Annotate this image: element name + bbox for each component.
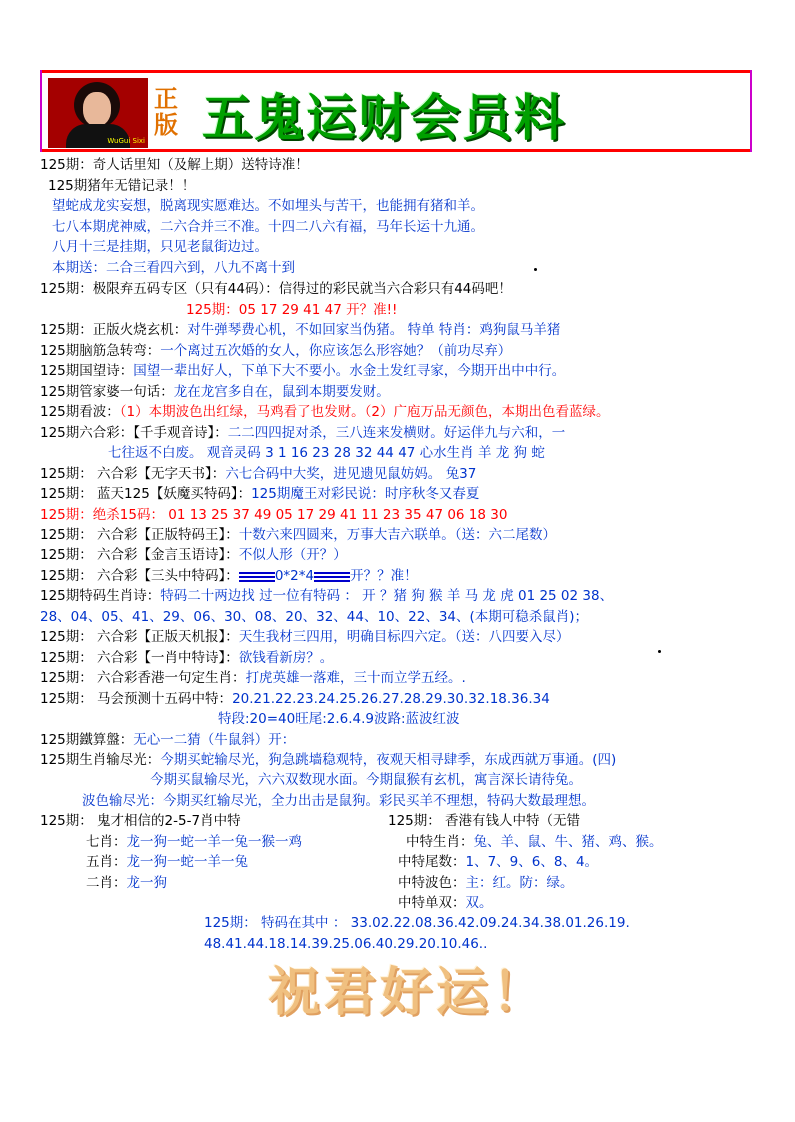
header-banner (40, 70, 752, 152)
line-06: 本期送：二合三看四六到，八九不离十到 (52, 260, 295, 276)
line-16 (40, 465, 476, 484)
line-27-label: 125期： 马会预测十五码中特： (40, 691, 233, 707)
main-title: 五鬼运财会员料 (202, 89, 566, 147)
line-34-label: 七肖： (86, 834, 127, 850)
line-14-label: 125期六合彩：【千手观音诗】： (40, 425, 228, 441)
line-29 (40, 731, 295, 750)
line-29-text: 无心一二猜（牛鼠斜）开： (133, 732, 296, 748)
line-09-text: 对牛弹琴费心机，不如回家当伪猪。 特单 特肖：鸡狗鼠马羊猪 (187, 322, 561, 338)
line-08: 125期：05 17 29 41 47 开？准!! (186, 302, 398, 318)
line-15: 七往返不白废。 观音灵码 3 1 16 23 28 32 44 47 心水生肖 羊 龙 狗 蛇 (108, 445, 545, 461)
line-09-label: 125期：正版火烧玄机： (40, 322, 188, 338)
line-28: 特段:20=40旺尾:2.6.4.9波路:蓝波红波 (218, 711, 460, 727)
line-11-label: 125期国望诗： (40, 363, 134, 379)
line-19-label: 125期： 六合彩【正版特码王】： (40, 527, 239, 543)
line-26 (40, 669, 466, 688)
line-32 (82, 792, 595, 811)
line-25 (40, 649, 333, 668)
line-20-label: 125期： 六合彩【金言玉语诗】： (40, 547, 239, 563)
line-14 (40, 424, 565, 443)
line-12-label: 125期管家婆一句话： (40, 384, 174, 400)
line-13 (40, 403, 609, 422)
line-12-text: 龙在龙宫多自在，鼠到本期要发财。 (173, 384, 390, 400)
line-37-right (398, 894, 493, 913)
line-26-label: 125期： 六合彩香港一句定生肖： (40, 670, 246, 686)
line-01: 125期：奇人话里知（及解上期）送特诗准！ (40, 157, 309, 173)
stray-dot-2 (658, 650, 661, 653)
line-35r-label: 中特尾数： (398, 854, 466, 870)
line-24 (40, 628, 570, 647)
line-21-code: 0*2*4 (274, 568, 315, 584)
line-05: 八月十三是挂期，只见老鼠街边过。 (52, 239, 268, 255)
line-24-text: 天生我材三四用，明确目标四六定。（送：八四要入尽） (238, 629, 570, 645)
line-27 (40, 690, 550, 709)
good-luck-wish: 祝君好运！ (268, 962, 549, 1023)
line-34-right (406, 833, 663, 852)
line-38: 125期： 特码在其中 ： 33.02.22.08.36.42.09.24.34.38.01.26.19. (204, 915, 630, 931)
line-10-label: 125期脑筋急转弯： (40, 343, 161, 359)
header-top-border (42, 70, 750, 73)
line-34-text: 龙一狗一蛇一羊一兔一猴一鸡 (126, 834, 302, 850)
line-18: 125期：绝杀15码： 01 13 25 37 49 05 17 29 41 11 23 35 47 06 18 30 (40, 507, 508, 523)
line-21 (40, 567, 418, 586)
line-29-label: 125期鐵算盤： (40, 732, 134, 748)
block-bars-left (239, 570, 275, 582)
line-20 (40, 546, 347, 565)
line-11 (40, 362, 565, 381)
line-33-left: 125期： 鬼才相信的2-5-7肖中特 (40, 813, 241, 829)
line-34r-label: 中特生肖： (406, 834, 474, 850)
line-23: 28、04、05、41、29、06、30、08、20、32、44、10、22、34、(本期可稳杀鼠肖)； (40, 609, 589, 625)
line-21-text: 开？？准！ (350, 568, 418, 584)
portrait-face (83, 92, 111, 126)
line-25-text: 欲钱看新房？。 (238, 650, 334, 666)
line-32-text: 今期买红输尽光，全力出击是鼠狗。彩民买羊不理想，特码大数最理想。 (163, 793, 595, 809)
portrait-tag: WuGui Sixi (107, 137, 145, 145)
line-30-text: 今期买蛇输尽光，狗急跳墙稳观特，夜观天相寻肆季，东成西就万事通。(四) (160, 752, 617, 768)
line-35-right (398, 853, 598, 872)
line-36-left (86, 874, 167, 893)
line-03: 望蛇成龙实妄想，脱离现实愿难达。不如埋头与苦干，也能拥有猪和羊。 (52, 198, 484, 214)
line-10 (40, 342, 511, 361)
line-30-label: 125期生肖输尽光： (40, 752, 161, 768)
portrait-image (48, 78, 148, 148)
line-36-label: 二肖： (86, 875, 127, 891)
line-10-text: 一个离过五次婚的女人，你应该怎么形容她？（前功尽弃） (160, 343, 512, 359)
line-34-left (86, 833, 302, 852)
line-34r-text: 兔、羊、鼠、牛、猪、鸡、猴。 (473, 834, 663, 850)
line-35-label: 五肖： (86, 854, 127, 870)
line-22-text: 特码二十两边找 过一位有特码 ： 开 ？猪 狗 猴 羊 马 龙 虎 01 25 02 38、 (160, 588, 614, 604)
line-17-text: 125期魔王对彩民说：时序秋冬又春夏 (251, 486, 480, 502)
line-35r-text: 1、7、9、6、8、4。 (465, 854, 599, 870)
line-36r-text: 主：红。防：绿。 (465, 875, 574, 891)
line-31: 今期买鼠输尽光，六六双数现水面。今期鼠猴有玄机，寓言深长请待兔。 (150, 772, 582, 788)
block-bars-right (314, 570, 350, 582)
line-37r-text: 双。 (465, 895, 493, 911)
line-02: 125期猪年无错记录！！ (48, 178, 196, 194)
line-22 (40, 587, 613, 606)
line-27-text: 20.21.22.23.24.25.26.27.28.29.30.32.18.36.34 (232, 691, 550, 707)
line-07: 125期：极限弃五码专区（只有44码）：信得过的彩民就当六合彩只有44码吧！ (40, 281, 512, 297)
line-33-right: 125期： 香港有钱人中特（无错 (388, 813, 581, 829)
line-13-label: 125期看波： (40, 404, 120, 420)
stray-dot (534, 268, 537, 271)
line-13-text: （1）本期波色出红绿，马鸡看了也发财。（2）广庖万品无颜色，本期出色看蓝绿。 (119, 404, 610, 420)
line-09 (40, 321, 560, 340)
line-32-label: 波色输尽光： (82, 793, 163, 809)
line-17-label: 125期： 蓝天125【妖魔买特码】： (40, 486, 252, 502)
line-22-label: 125期特码生肖诗： (40, 588, 161, 604)
line-04: 七八本期虎神威，二六合并三不准。十四二八六有福，马年长运十九通。 (52, 219, 484, 235)
line-24-label: 125期： 六合彩【正版天机报】： (40, 629, 239, 645)
line-17 (40, 485, 479, 504)
line-35-left (86, 853, 248, 872)
line-36r-label: 中特波色： (398, 875, 466, 891)
line-36-right (398, 874, 574, 893)
line-14-text: 二二四四捉对杀，三八连来发横财。好运伴九与六和，一 (227, 425, 566, 441)
line-16-label: 125期： 六合彩【无字天书】： (40, 466, 226, 482)
line-35-text: 龙一狗一蛇一羊一兔 (126, 854, 248, 870)
line-19-text: 十数六来四圆来，万事大吉六联单。（送：六二尾数） (238, 527, 557, 543)
line-30 (40, 751, 616, 770)
line-12 (40, 383, 390, 402)
line-26-text: 打虎英雄一落难，三十而立学五经。. (245, 670, 466, 686)
line-21-label: 125期： 六合彩【三头中特码】： (40, 568, 239, 584)
zhengban-logo: 正版 (154, 84, 176, 139)
line-37r-label: 中特单双： (398, 895, 466, 911)
line-36-text: 龙一狗 (126, 875, 167, 891)
line-16-text: 六七合码中大奖，进见遗见鼠妨妈。 兔37 (225, 466, 477, 482)
line-25-label: 125期： 六合彩【一肖中特诗】： (40, 650, 239, 666)
line-20-text: 不似人形（开？） (238, 547, 347, 563)
line-39: 48.41.44.18.14.39.25.06.40.29.20.10.46.. (204, 936, 488, 952)
line-11-text: 国望一辈出好人，下单下大不要小。水金土发红寻家，今期开出中中行。 (133, 363, 566, 379)
line-19 (40, 526, 556, 545)
